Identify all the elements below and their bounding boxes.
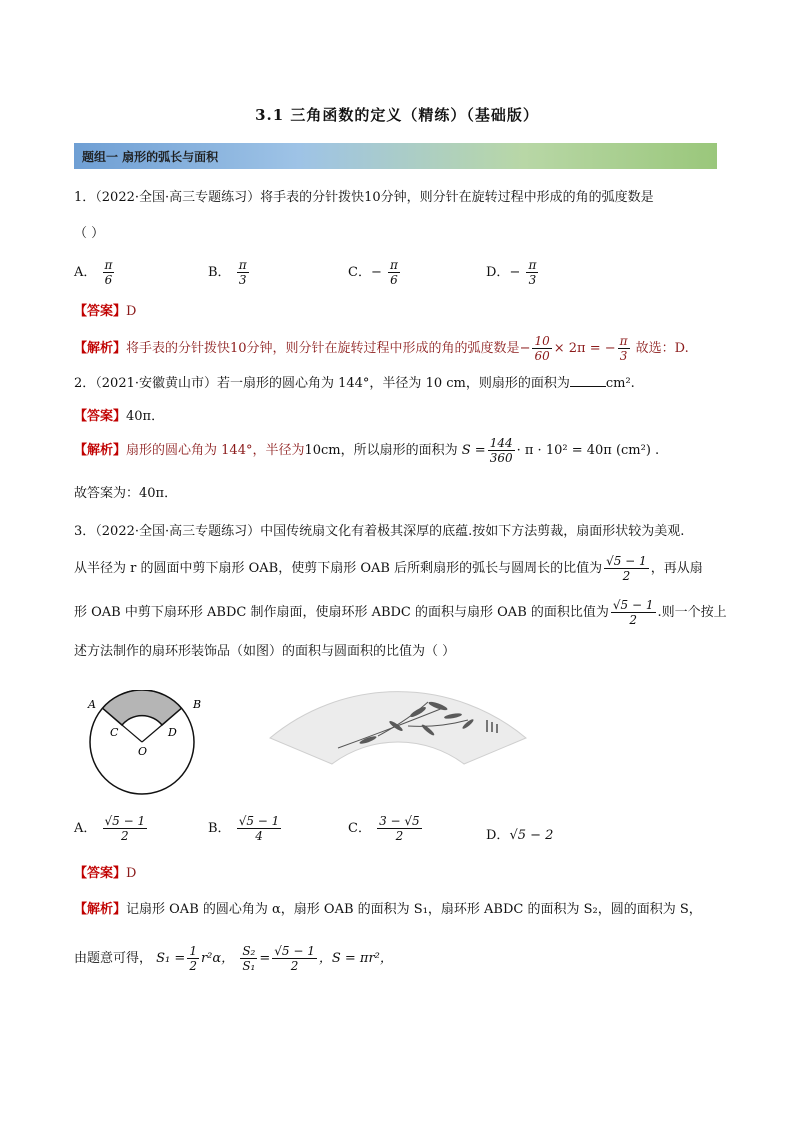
q1-option-d[interactable]: D．− $\frac{\pi}{3}$ [486, 258, 537, 287]
label-b: B [193, 698, 202, 711]
q2-stem: 2．（2021·安徽黄山市）若一扇形的圆心角为 144°，半径为 10 cm，则扇形的面积为 cm². [74, 376, 635, 391]
q1-stem: 1．（2022·全国·高三专题练习）将手表的分针拨快10分钟，则分针在旋转过程中形成的角的弧度数是 [74, 190, 654, 205]
section-label: 题组一 扇形的弧长与面积 [82, 150, 219, 164]
q3-line2: 从半径为 r 的圆面中剪下扇形 OAB，使剪下扇形 OAB 后所剩扇形的弧长与圆周长的比值为 $\frac{√5 - 1}{2}$ ，再从扇 [74, 554, 703, 583]
fan-painting [268, 690, 528, 770]
page-title: 3.1 三角函数的定义（精练）（基础版） [255, 106, 539, 124]
label-a: A [88, 698, 96, 711]
label-d: D [168, 726, 177, 739]
q2-answer: 【答案】40π． [74, 409, 165, 424]
q1-option-d-frac: $\frac{\pi}{3}$ [528, 258, 537, 287]
q1-option-c[interactable]: C．− $\frac{\pi}{6}$ [348, 258, 398, 287]
q1-option-b-frac: $\frac{\pi}{3}$ [238, 258, 247, 287]
q1-option-a[interactable]: A． $\frac{\pi}{6}$ [74, 258, 113, 287]
q1-analysis: 【解析】将手表的分针拨快10分钟，则分针在旋转过程中形成的角的弧度数是− $\frac{10}{60}$ × 2π = − $\frac{\pi}{3}$ 故选：D. [74, 334, 689, 363]
q3-line3: 形 OAB 中剪下扇环形 ABDC 制作扇面，使扇环形 ABDC 的面积与扇形 OAB 的面积比值为 $\frac{√5 - 1}{2}$ .则一个按上 [74, 598, 727, 627]
section-header [74, 143, 717, 169]
q1-paren: （ ） [74, 226, 105, 241]
q3-option-c[interactable]: C． $\frac{3 - √5}{2}$ [348, 814, 420, 843]
label-o: O [138, 745, 148, 758]
q3-option-a[interactable]: A． $\frac{√5 - 1}{2}$ [74, 814, 146, 843]
q1-option-b[interactable]: B． $\frac{\pi}{3}$ [208, 258, 247, 287]
q3-line1: 3．（2022·全国·高三专题练习）中国传统扇文化有着极其深厚的底蕴.按如下方法剪裁，扇面形状较为美观. [74, 524, 685, 539]
q1-option-a-frac: $\frac{\pi}{6}$ [104, 258, 113, 287]
q3-analysis-eq: 由题意可得， S₁ = $\frac{1}{2}$ r²α， $\frac{\text{S₂}}{\text{S₁}}$ = $\frac{√5 - 1}{2}$ ，S = πr²， [74, 944, 393, 973]
label-c: C [110, 726, 119, 739]
q2-analysis: 【解析】扇形的圆心角为 144°，半径为10cm，所以扇形的面积为 S = $\frac{144}{360}$ · π · 10² = 40π (cm²) . [74, 436, 660, 465]
q3-option-b[interactable]: B． $\frac{√5 - 1}{4}$ [208, 814, 280, 843]
sector-ring [103, 690, 182, 725]
radius-oc [122, 725, 142, 742]
q2-conclusion: 故答案为：40π． [74, 486, 178, 501]
sector-figure [76, 690, 216, 800]
radius-od [142, 725, 162, 742]
q3-answer: 【答案】D [74, 866, 137, 881]
q3-option-d[interactable]: D．√5 − 2 [486, 828, 554, 843]
q2-blank[interactable] [570, 376, 606, 387]
q1-option-c-frac: $\frac{\pi}{6}$ [390, 258, 398, 287]
q1-answer: 【答案】D [74, 304, 137, 319]
q3-analysis: 【解析】记扇形 OAB 的圆心角为 α，扇形 OAB 的面积为 S₁，扇环形 ABDC 的面积为 S₂，圆的面积为 S， [74, 902, 702, 917]
q3-line4: 述方法制作的扇环形装饰品（如图）的面积与圆面积的比值为（ ） [74, 644, 456, 659]
